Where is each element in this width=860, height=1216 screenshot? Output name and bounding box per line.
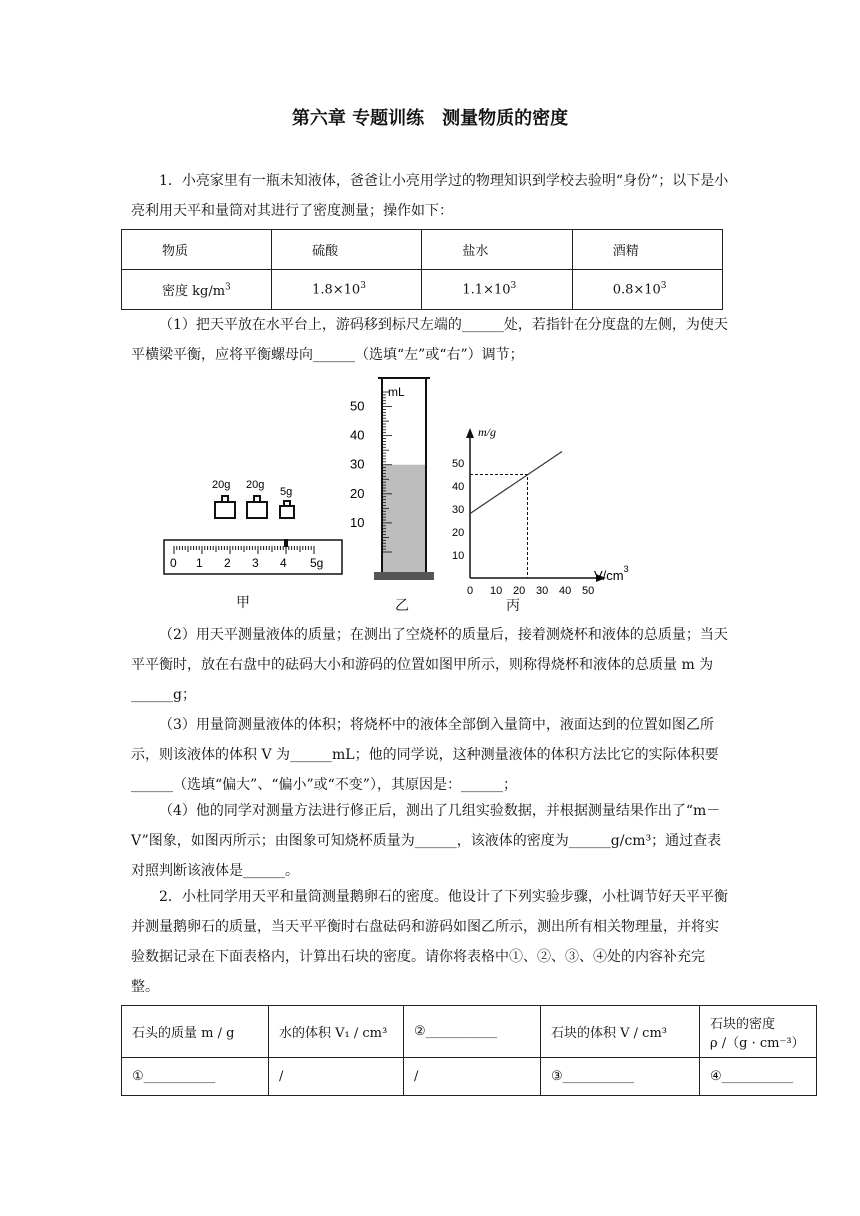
scale-label: 4 xyxy=(280,556,287,570)
mass-volume-graph xyxy=(444,420,644,597)
table-cell: ④___________ xyxy=(700,1058,817,1096)
tick-label: 50 xyxy=(350,398,365,414)
table-cell: 水的体积 V₁ / cm³ xyxy=(269,1006,404,1058)
table-row xyxy=(122,270,723,310)
density-label: 密度 kg/m xyxy=(162,284,226,299)
table-cell xyxy=(700,1006,817,1058)
x-tick-labels xyxy=(467,585,594,597)
table-cell: 物质 xyxy=(122,230,272,270)
figure-label-jia: 甲 xyxy=(236,595,250,611)
scale-label: 3 xyxy=(252,556,259,570)
cylinder-liquid xyxy=(382,465,426,572)
density-value: 1.8×10 xyxy=(312,282,361,298)
tick-label: 50 xyxy=(452,458,465,470)
superscript: 3 xyxy=(225,282,231,293)
density-value: 1.1×10 xyxy=(462,282,511,298)
table-cell xyxy=(272,270,422,310)
stone-density-table xyxy=(121,1005,817,1096)
table-cell: / xyxy=(269,1058,404,1096)
x-axis-label-text: V/cm xyxy=(594,568,624,583)
graduated-cylinder-figure xyxy=(350,374,436,584)
density-table xyxy=(121,229,723,310)
superscript: 3 xyxy=(510,281,517,292)
weight-5g-icon xyxy=(280,501,294,518)
table-row xyxy=(122,1006,817,1058)
weight-20g-icon xyxy=(247,496,267,518)
table-cell xyxy=(422,270,572,310)
density-value: 0.8×10 xyxy=(612,282,661,298)
cylinder-tick-labels xyxy=(350,399,364,530)
tick-label: 30 xyxy=(536,585,549,597)
weight-20g-icon xyxy=(215,496,235,518)
tick-label: 10 xyxy=(350,514,365,530)
superscript: 3 xyxy=(360,281,366,292)
table-cell xyxy=(122,270,272,310)
tick-label: 30 xyxy=(350,456,365,472)
balance-figure xyxy=(160,470,350,580)
weight-label: 20g xyxy=(212,479,231,491)
tick-label: 20 xyxy=(452,527,465,539)
q1-step-3: （3）用量筒测量液体的体积；将烧杯中的液体全部倒入量筒中，液面达到的位置如图乙所示，则该液体的体积 V 为______mL；他的同学说，这种测量液体的体积方法比它的实际体积要______（选填“偏大”、“偏小”或“不变”），其原因是：______； xyxy=(131,717,719,793)
guide-dashed-line xyxy=(470,475,528,579)
table-row xyxy=(122,1058,817,1096)
cylinder-unit: mL xyxy=(388,385,405,399)
scale-label: 1 xyxy=(196,556,203,570)
q1-step-1: （1）把天平放在水平台上，游码移到标尺左端的______处，若指针在分度盘的左侧，为使天平横梁平衡，应将平衡螺母向______（选填“左”或“右”）调节； xyxy=(131,317,728,363)
q2-intro: 2．小杜同学用天平和量筒测量鹅卵石的密度。他设计了下列实验步骤，小杜调节好天平平衡并测量鹅卵石的质量，当天平平衡时右盘砝码和游码如图乙所示，测出所有相关物理量，并将实验数据记录在下面表格内，计算出石块的密度。请你将表格中①、②、③、④处的内容补充完整。 xyxy=(131,889,728,995)
q1-step-4: （4）他的同学对测量方法进行修正后，测出了几组实验数据，并根据测量结果作出了“m－V”图象，如图丙所示；由图象可知烧杯质量为______，该液体的密度为______g/cm³；通过查表对照判断该液体是______。 xyxy=(131,803,722,879)
table-cell xyxy=(572,270,722,310)
scale-label: 2 xyxy=(224,556,231,570)
tick-label: 10 xyxy=(452,550,465,562)
y-axis-arrow-icon xyxy=(466,428,474,438)
figure-label-yi: 乙 xyxy=(395,598,409,614)
table-cell: 酒精 xyxy=(572,230,722,270)
x-axis-label xyxy=(594,564,629,583)
weight-label: 20g xyxy=(246,479,265,491)
cylinder-base xyxy=(374,572,434,580)
table-cell: ③___________ xyxy=(541,1058,700,1096)
header-line: ρ /（g · cm⁻³） xyxy=(710,1035,805,1051)
superscript: 3 xyxy=(660,281,667,292)
table-cell: ②___________ xyxy=(404,1006,541,1058)
table-cell: / xyxy=(404,1058,541,1096)
tick-label: 30 xyxy=(452,504,465,516)
tick-label: 10 xyxy=(490,585,503,597)
y-axis-label: m/g xyxy=(478,425,496,439)
figure-label-bing: 丙 xyxy=(506,598,520,614)
q1-step-2: （2）用天平测量液体的质量；在测出了空烧杯的质量后，接着测烧杯和液体的总质量；当天平平衡时，放在右盘中的砝码大小和游码的位置如图甲所示，则称得烧杯和液体的总质量 m 为______g； xyxy=(131,627,728,703)
tick-label: 20 xyxy=(513,585,526,597)
table-cell: 盐水 xyxy=(422,230,572,270)
tick-label: 40 xyxy=(350,427,365,443)
q1-intro: 1．小亮家里有一瓶未知液体，爸爸让小亮用学过的物理知识到学校去验明“身份”；以下是小亮利用天平和量筒对其进行了密度测量；操作如下： xyxy=(131,173,729,219)
table-cell: 硫酸 xyxy=(272,230,422,270)
x-axis-label-sup: 3 xyxy=(623,564,629,574)
tick-label: 0 xyxy=(467,585,474,597)
header-line: 石块的密度 xyxy=(710,1016,776,1032)
tick-label: 20 xyxy=(350,485,365,501)
tick-label: 40 xyxy=(559,585,572,597)
weight-label: 5g xyxy=(280,486,293,498)
rider-marker xyxy=(284,539,288,547)
data-line xyxy=(470,452,562,514)
tick-label: 50 xyxy=(582,585,595,597)
graph-axes xyxy=(470,432,602,578)
table-cell: 石块的体积 V / cm³ xyxy=(541,1006,700,1058)
table-cell: ①___________ xyxy=(122,1058,269,1096)
scale-label: 5g xyxy=(310,556,324,570)
table-cell: 石头的质量 m / g xyxy=(122,1006,269,1058)
tick-label: 40 xyxy=(452,481,465,493)
page-title: 第六章 专题训练 测量物质的密度 xyxy=(291,108,569,129)
y-tick-labels xyxy=(452,458,464,562)
scale-label: 0 xyxy=(170,556,177,570)
table-row xyxy=(122,230,723,270)
